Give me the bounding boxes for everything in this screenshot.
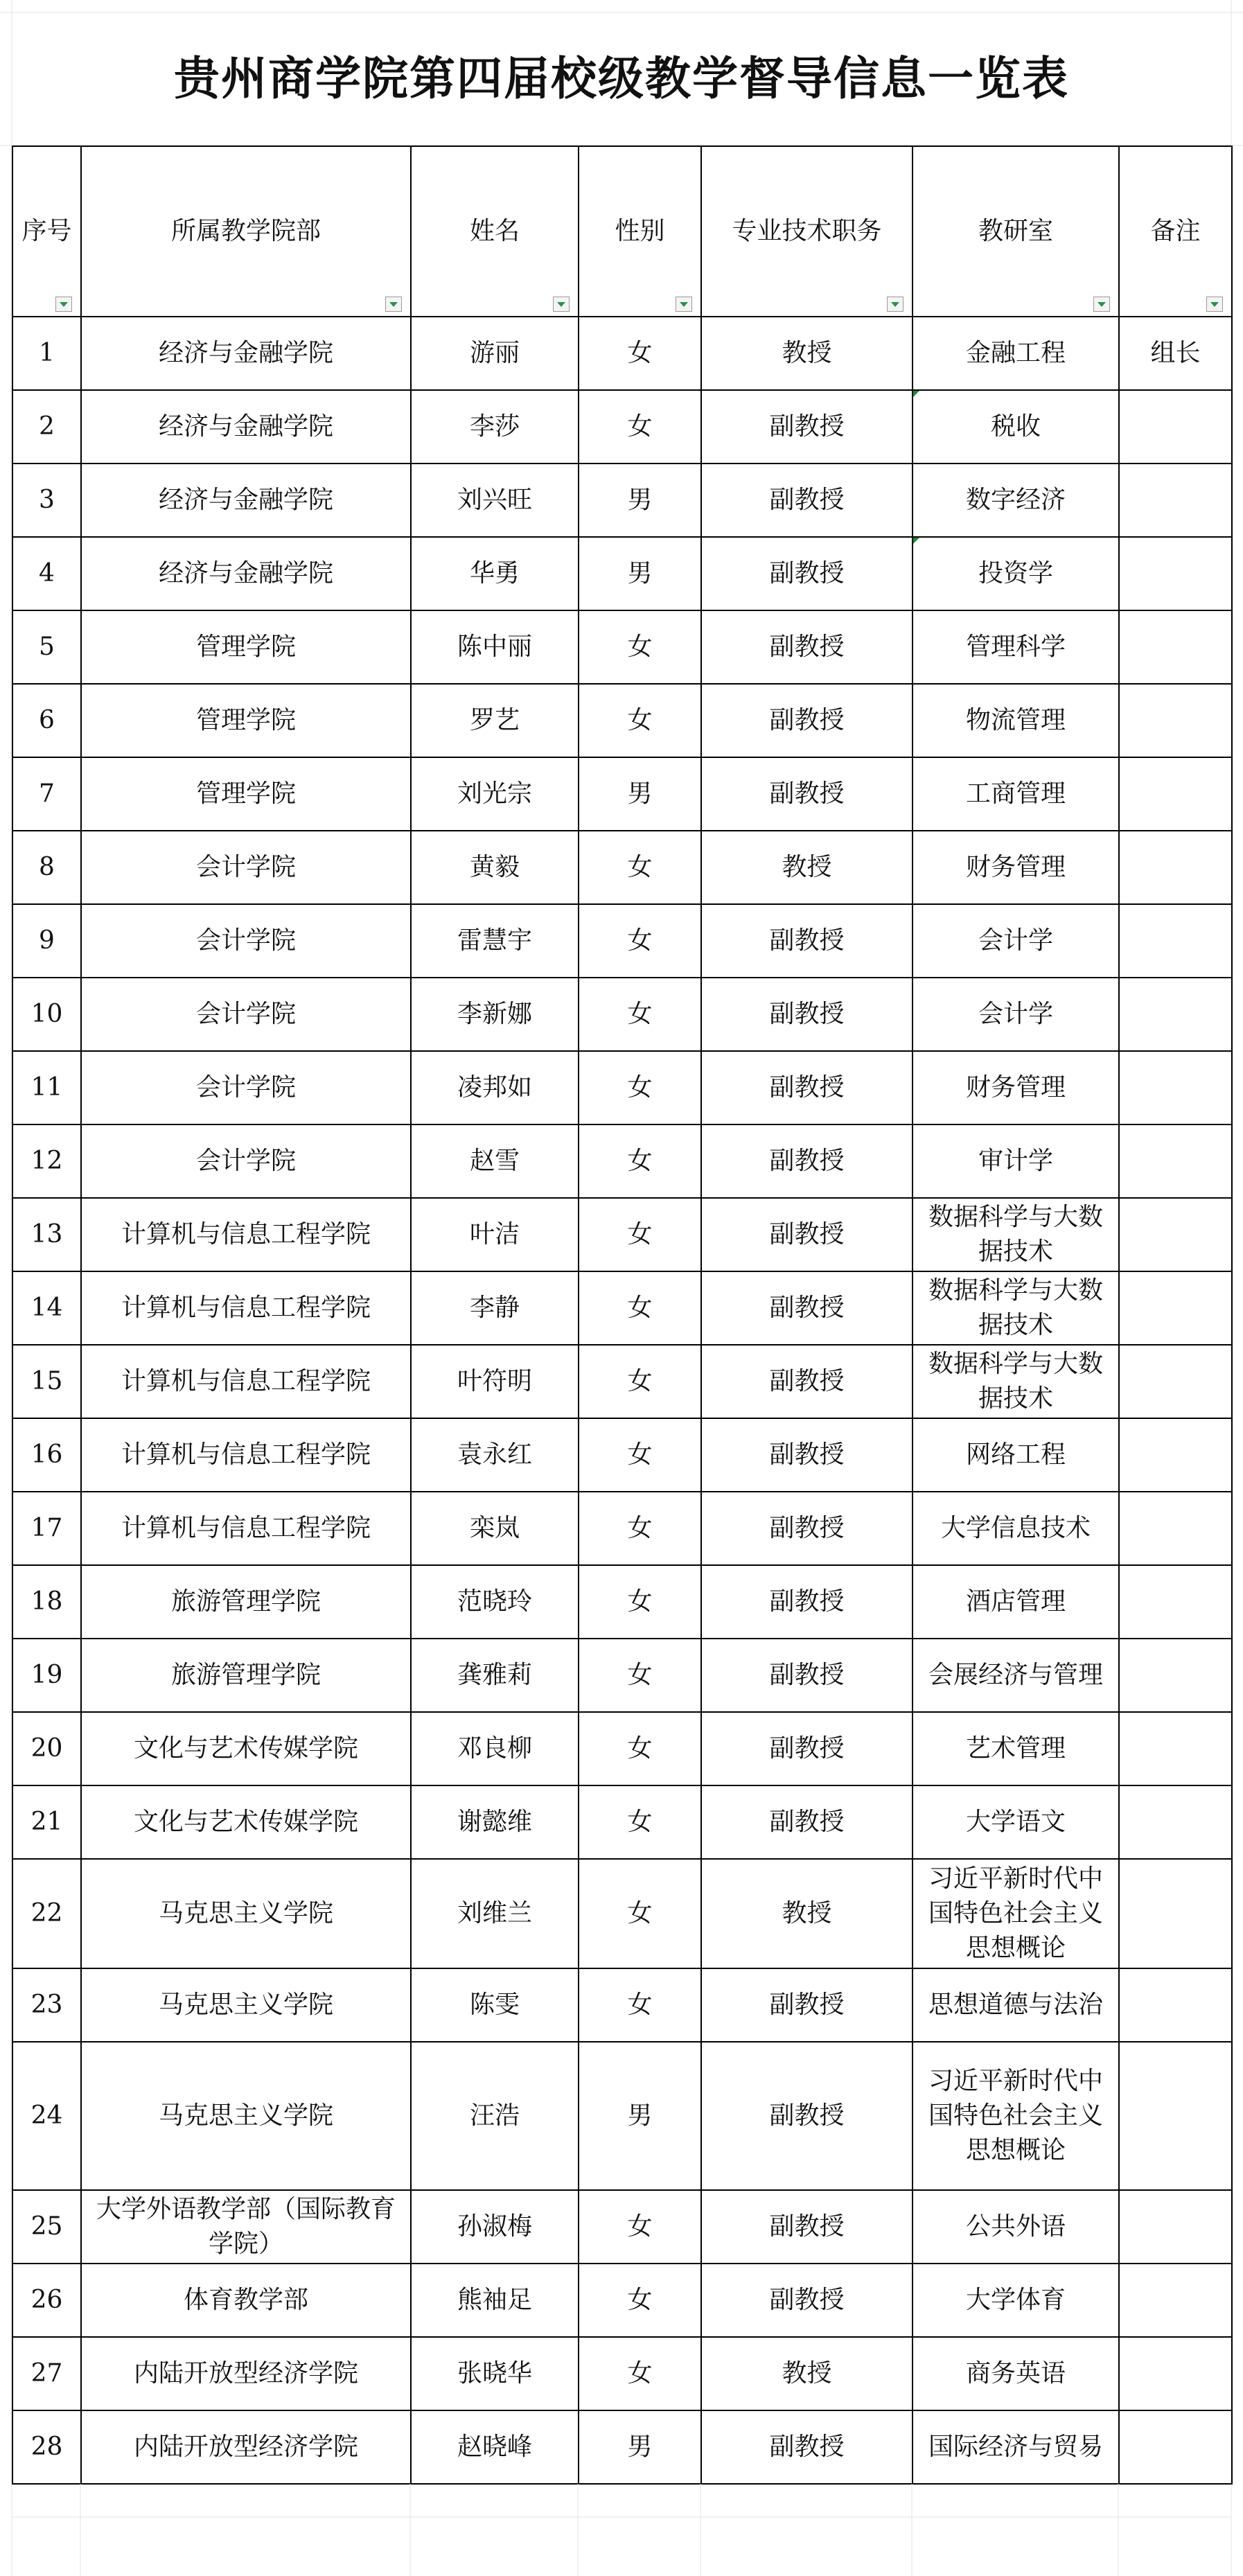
note-cell[interactable]	[1119, 2190, 1232, 2264]
name-cell[interactable]: 罗艺	[411, 684, 579, 757]
name-cell[interactable]: 刘维兰	[411, 1859, 579, 1968]
department-cell[interactable]: 管理学院	[81, 610, 411, 684]
empty-rows-below-table	[12, 2484, 1231, 2576]
title-cell[interactable]: 副教授	[701, 1785, 913, 1859]
department-cell[interactable]: 经济与金融学院	[81, 317, 411, 390]
note-cell[interactable]: 组长	[1119, 317, 1232, 390]
office-cell[interactable]: 金融工程	[913, 317, 1119, 390]
gender-cell[interactable]: 女	[579, 390, 701, 464]
title-cell[interactable]: 副教授	[701, 1198, 913, 1271]
note-cell[interactable]	[1119, 978, 1232, 1051]
gender-cell[interactable]: 女	[579, 2264, 701, 2337]
name-cell[interactable]: 刘兴旺	[411, 464, 579, 537]
office-cell[interactable]: 工商管理	[913, 757, 1119, 831]
note-cell[interactable]	[1119, 1639, 1232, 1712]
gender-cell[interactable]: 女	[579, 684, 701, 757]
office-cell[interactable]: 国际经济与贸易	[913, 2410, 1119, 2484]
title-cell[interactable]: 副教授	[701, 1418, 913, 1492]
name-cell[interactable]: 雷慧宇	[411, 904, 579, 978]
office-cell[interactable]: 大学信息技术	[913, 1492, 1119, 1565]
title-cell[interactable]: 副教授	[701, 390, 913, 464]
note-cell[interactable]	[1119, 1418, 1232, 1492]
filter-dropdown-icon[interactable]	[553, 297, 570, 312]
table-row	[12, 684, 1232, 757]
name-cell[interactable]: 陈中丽	[411, 610, 579, 684]
gender-cell[interactable]: 女	[579, 1198, 701, 1271]
office-cell[interactable]: 大学语文	[913, 1785, 1119, 1859]
title-cell[interactable]: 副教授	[701, 1271, 913, 1345]
table-row	[12, 2337, 1232, 2410]
office-cell[interactable]: 税收	[913, 390, 1119, 464]
gender-cell[interactable]: 男	[579, 2410, 701, 2484]
office-cell[interactable]: 财务管理	[913, 1051, 1119, 1124]
department-cell[interactable]: 计算机与信息工程学院	[81, 1492, 411, 1565]
note-cell[interactable]	[1119, 610, 1232, 684]
office-cell[interactable]: 管理科学	[913, 610, 1119, 684]
department-cell[interactable]: 会计学院	[81, 831, 411, 904]
note-cell[interactable]	[1119, 757, 1232, 831]
department-cell[interactable]: 内陆开放型经济学院	[81, 2410, 411, 2484]
row-number-cell[interactable]: 2	[12, 390, 81, 464]
table-row	[12, 904, 1232, 978]
office-cell[interactable]: 数据科学与大数据技术	[913, 1198, 1119, 1271]
note-cell[interactable]	[1119, 1271, 1232, 1345]
office-cell[interactable]: 数字经济	[913, 464, 1119, 537]
table-row	[12, 1785, 1232, 1859]
name-cell[interactable]: 刘光宗	[411, 757, 579, 831]
gender-cell[interactable]: 女	[579, 1492, 701, 1565]
table-row	[12, 1198, 1232, 1271]
note-cell[interactable]	[1119, 1492, 1232, 1565]
title-cell[interactable]: 副教授	[701, 2410, 913, 2484]
filter-dropdown-icon[interactable]	[676, 297, 692, 312]
office-cell[interactable]: 习近平新时代中国特色社会主义思想概论	[913, 2042, 1119, 2190]
table-row	[12, 2042, 1232, 2190]
table-row	[12, 2264, 1232, 2337]
note-cell[interactable]	[1119, 1051, 1232, 1124]
table-row	[12, 2190, 1232, 2264]
table-row	[12, 978, 1232, 1051]
name-cell[interactable]: 赵雪	[411, 1124, 579, 1198]
table-row	[12, 2410, 1232, 2484]
office-cell[interactable]: 数据科学与大数据技术	[913, 1271, 1119, 1345]
row-number-cell[interactable]: 26	[12, 2264, 81, 2337]
office-cell[interactable]: 会计学	[913, 978, 1119, 1051]
office-cell[interactable]: 酒店管理	[913, 1565, 1119, 1639]
table-row	[12, 757, 1232, 831]
note-cell[interactable]	[1119, 464, 1232, 537]
office-cell[interactable]: 财务管理	[913, 831, 1119, 904]
gender-cell[interactable]: 男	[579, 757, 701, 831]
row-number-cell[interactable]: 21	[12, 1785, 81, 1859]
department-cell[interactable]: 计算机与信息工程学院	[81, 1271, 411, 1345]
table-row	[12, 537, 1232, 610]
supervisor-table	[12, 145, 1233, 2485]
table-row	[12, 1051, 1232, 1124]
department-cell[interactable]: 文化与艺术传媒学院	[81, 1712, 411, 1785]
department-cell[interactable]: 计算机与信息工程学院	[81, 1198, 411, 1271]
name-cell[interactable]: 孙淑梅	[411, 2190, 579, 2264]
note-cell[interactable]	[1119, 390, 1232, 464]
gender-cell[interactable]: 女	[579, 1785, 701, 1859]
row-number-cell[interactable]: 7	[12, 757, 81, 831]
name-cell[interactable]: 叶洁	[411, 1198, 579, 1271]
title-cell[interactable]: 副教授	[701, 978, 913, 1051]
gender-cell[interactable]: 女	[579, 1565, 701, 1639]
office-cell[interactable]: 会计学	[913, 904, 1119, 978]
name-cell[interactable]: 黄毅	[411, 831, 579, 904]
row-number-cell[interactable]: 24	[12, 2042, 81, 2190]
title-cell[interactable]: 副教授	[701, 757, 913, 831]
note-cell[interactable]	[1119, 1968, 1232, 2042]
department-cell[interactable]: 体育教学部	[81, 2264, 411, 2337]
note-cell[interactable]	[1119, 1785, 1232, 1859]
title-cell[interactable]: 副教授	[701, 1124, 913, 1198]
row-number-cell[interactable]: 12	[12, 1124, 81, 1198]
table-row	[12, 1565, 1232, 1639]
sheet-title: 贵州商学院第四届校级教学督导信息一览表	[174, 52, 1069, 105]
office-cell[interactable]: 网络工程	[913, 1418, 1119, 1492]
cell-indicator-icon	[913, 538, 919, 544]
title-cell[interactable]: 副教授	[701, 464, 913, 537]
note-cell[interactable]	[1119, 1124, 1232, 1198]
department-cell[interactable]: 经济与金融学院	[81, 390, 411, 464]
gender-cell[interactable]: 女	[579, 1051, 701, 1124]
title-cell[interactable]: 副教授	[701, 2264, 913, 2337]
gender-cell[interactable]: 男	[579, 464, 701, 537]
gender-cell[interactable]: 女	[579, 831, 701, 904]
department-cell[interactable]: 经济与金融学院	[81, 537, 411, 610]
note-cell[interactable]	[1119, 1565, 1232, 1639]
note-cell[interactable]	[1119, 831, 1232, 904]
office-cell[interactable]: 公共外语	[913, 2190, 1119, 2264]
department-cell[interactable]: 会计学院	[81, 978, 411, 1051]
row-number-cell[interactable]: 15	[12, 1345, 81, 1418]
name-cell[interactable]: 李新娜	[411, 978, 579, 1051]
gender-cell[interactable]: 女	[579, 1418, 701, 1492]
gender-cell[interactable]: 女	[579, 904, 701, 978]
row-number-cell[interactable]: 10	[12, 978, 81, 1051]
name-cell[interactable]: 范晓玲	[411, 1565, 579, 1639]
gender-cell[interactable]: 男	[579, 2042, 701, 2190]
title-cell[interactable]: 副教授	[701, 610, 913, 684]
title-cell[interactable]: 教授	[701, 2337, 913, 2410]
gender-cell[interactable]: 女	[579, 2337, 701, 2410]
cell-indicator-icon	[913, 391, 919, 397]
note-cell[interactable]	[1119, 1345, 1232, 1418]
row-number-cell[interactable]: 18	[12, 1565, 81, 1639]
note-cell[interactable]	[1119, 1198, 1232, 1271]
title-cell[interactable]: 教授	[701, 317, 913, 390]
row-number-cell[interactable]: 23	[12, 1968, 81, 2042]
gender-cell[interactable]: 女	[579, 1639, 701, 1712]
row-number-cell[interactable]: 14	[12, 1271, 81, 1345]
gender-cell[interactable]: 女	[579, 317, 701, 390]
department-cell[interactable]: 马克思主义学院	[81, 2042, 411, 2190]
filter-dropdown-icon[interactable]	[1206, 297, 1223, 312]
row-number-cell[interactable]: 1	[12, 317, 81, 390]
office-cell[interactable]: 审计学	[913, 1124, 1119, 1198]
note-cell[interactable]	[1119, 2042, 1232, 2190]
gender-cell[interactable]: 女	[579, 1859, 701, 1968]
department-cell[interactable]: 马克思主义学院	[81, 1859, 411, 1968]
name-cell[interactable]: 袁永红	[411, 1418, 579, 1492]
gender-cell[interactable]: 女	[579, 978, 701, 1051]
row-number-cell[interactable]: 25	[12, 2190, 81, 2264]
department-cell[interactable]: 马克思主义学院	[81, 1968, 411, 2042]
name-cell[interactable]: 汪浩	[411, 2042, 579, 2190]
department-cell[interactable]: 旅游管理学院	[81, 1565, 411, 1639]
department-cell[interactable]: 计算机与信息工程学院	[81, 1418, 411, 1492]
name-cell[interactable]: 叶符明	[411, 1345, 579, 1418]
department-cell[interactable]: 会计学院	[81, 1051, 411, 1124]
office-cell[interactable]: 数据科学与大数据技术	[913, 1345, 1119, 1418]
note-cell[interactable]	[1119, 537, 1232, 610]
table-row	[12, 1492, 1232, 1565]
office-cell[interactable]: 会展经济与管理	[913, 1639, 1119, 1712]
table-row	[12, 831, 1232, 904]
title-cell[interactable]: 副教授	[701, 537, 913, 610]
gender-cell[interactable]: 男	[579, 537, 701, 610]
office-cell[interactable]: 艺术管理	[913, 1712, 1119, 1785]
table-row	[12, 1968, 1232, 2042]
department-cell[interactable]: 管理学院	[81, 684, 411, 757]
department-cell[interactable]: 会计学院	[81, 1124, 411, 1198]
name-cell[interactable]: 谢懿维	[411, 1785, 579, 1859]
office-cell[interactable]: 投资学	[913, 537, 1119, 610]
row-number-cell[interactable]: 4	[12, 537, 81, 610]
header-cell[interactable]: 性别	[579, 146, 701, 317]
header-row	[12, 146, 1232, 317]
table-row	[12, 1859, 1232, 1968]
table-row	[12, 1712, 1232, 1785]
gender-cell[interactable]: 女	[579, 1271, 701, 1345]
office-cell[interactable]: 习近平新时代中国特色社会主义思想概论	[913, 1859, 1119, 1968]
row-number-cell[interactable]: 6	[12, 684, 81, 757]
title-cell[interactable]: 副教授	[701, 1712, 913, 1785]
title-cell[interactable]: 副教授	[701, 2190, 913, 2264]
name-cell[interactable]: 邓良柳	[411, 1712, 579, 1785]
header-cell[interactable]: 教研室	[913, 146, 1119, 317]
row-number-cell[interactable]: 22	[12, 1859, 81, 1968]
gender-cell[interactable]: 女	[579, 1124, 701, 1198]
name-cell[interactable]: 李静	[411, 1271, 579, 1345]
department-cell[interactable]: 会计学院	[81, 904, 411, 978]
gender-cell[interactable]: 女	[579, 2190, 701, 2264]
department-cell[interactable]: 内陆开放型经济学院	[81, 2337, 411, 2410]
name-cell[interactable]: 张晓华	[411, 2337, 579, 2410]
table-row	[12, 464, 1232, 537]
department-cell[interactable]: 经济与金融学院	[81, 464, 411, 537]
department-cell[interactable]: 旅游管理学院	[81, 1639, 411, 1712]
title-cell[interactable]: 副教授	[701, 1639, 913, 1712]
name-cell[interactable]: 凌邦如	[411, 1051, 579, 1124]
department-cell[interactable]: 管理学院	[81, 757, 411, 831]
department-cell[interactable]: 计算机与信息工程学院	[81, 1345, 411, 1418]
name-cell[interactable]: 华勇	[411, 537, 579, 610]
title-cell[interactable]: 副教授	[701, 904, 913, 978]
filter-dropdown-icon[interactable]	[887, 297, 903, 312]
title-cell[interactable]: 副教授	[701, 1492, 913, 1565]
row-number-cell[interactable]: 5	[12, 610, 81, 684]
name-cell[interactable]: 赵晓峰	[411, 2410, 579, 2484]
table-row	[12, 1124, 1232, 1198]
header-cell[interactable]: 姓名	[411, 146, 579, 317]
row-number-cell[interactable]: 28	[12, 2410, 81, 2484]
title-cell[interactable]: 副教授	[701, 1345, 913, 1418]
row-number-cell[interactable]: 20	[12, 1712, 81, 1785]
note-cell[interactable]	[1119, 2337, 1232, 2410]
note-cell[interactable]	[1119, 904, 1232, 978]
note-cell[interactable]	[1119, 2410, 1232, 2484]
header-cell[interactable]: 备注	[1119, 146, 1232, 317]
row-number-cell[interactable]: 11	[12, 1051, 81, 1124]
row-number-cell[interactable]: 8	[12, 831, 81, 904]
header-cell[interactable]: 专业技术职务	[701, 146, 913, 317]
table-row	[12, 1418, 1232, 1492]
row-number-cell[interactable]: 9	[12, 904, 81, 978]
row-number-cell[interactable]: 16	[12, 1418, 81, 1492]
title-cell[interactable]: 教授	[701, 831, 913, 904]
department-cell[interactable]: 大学外语教学部（国际教育学院）	[81, 2190, 411, 2264]
filter-dropdown-icon[interactable]	[55, 297, 72, 312]
filter-dropdown-icon[interactable]	[385, 297, 402, 312]
filter-dropdown-icon[interactable]	[1093, 297, 1110, 312]
title-cell[interactable]: 教授	[701, 1859, 913, 1968]
row-number-cell[interactable]: 19	[12, 1639, 81, 1712]
row-number-cell[interactable]: 27	[12, 2337, 81, 2410]
note-cell[interactable]	[1119, 684, 1232, 757]
name-cell[interactable]: 熊袖足	[411, 2264, 579, 2337]
department-cell[interactable]: 文化与艺术传媒学院	[81, 1785, 411, 1859]
name-cell[interactable]: 游丽	[411, 317, 579, 390]
gender-cell[interactable]: 女	[579, 610, 701, 684]
office-cell[interactable]: 商务英语	[913, 2337, 1119, 2410]
gender-cell[interactable]: 女	[579, 1968, 701, 2042]
header-cell[interactable]: 序号	[12, 146, 81, 317]
row-number-cell[interactable]: 3	[12, 464, 81, 537]
name-cell[interactable]: 李莎	[411, 390, 579, 464]
name-cell[interactable]: 龚雅莉	[411, 1639, 579, 1712]
name-cell[interactable]: 栾岚	[411, 1492, 579, 1565]
office-cell[interactable]: 物流管理	[913, 684, 1119, 757]
gender-cell[interactable]: 女	[579, 1345, 701, 1418]
title-cell[interactable]: 副教授	[701, 684, 913, 757]
table-row	[12, 1271, 1232, 1345]
note-cell[interactable]	[1119, 1859, 1232, 1968]
title-cell[interactable]: 副教授	[701, 1051, 913, 1124]
note-cell[interactable]	[1119, 2264, 1232, 2337]
row-number-cell[interactable]: 17	[12, 1492, 81, 1565]
title-cell[interactable]: 副教授	[701, 1565, 913, 1639]
table-row	[12, 610, 1232, 684]
gender-cell[interactable]: 女	[579, 1712, 701, 1785]
title-cell[interactable]: 副教授	[701, 1968, 913, 2042]
table-row	[12, 1639, 1232, 1712]
table-row	[12, 1345, 1232, 1418]
office-cell[interactable]: 大学体育	[913, 2264, 1119, 2337]
title-cell[interactable]: 副教授	[701, 2042, 913, 2190]
note-cell[interactable]	[1119, 1712, 1232, 1785]
header-cell[interactable]: 所属教学院部	[81, 146, 411, 317]
name-cell[interactable]: 陈雯	[411, 1968, 579, 2042]
table-row	[12, 317, 1232, 390]
table-row	[12, 390, 1232, 464]
row-number-cell[interactable]: 13	[12, 1198, 81, 1271]
office-cell[interactable]: 思想道德与法治	[913, 1968, 1119, 2042]
